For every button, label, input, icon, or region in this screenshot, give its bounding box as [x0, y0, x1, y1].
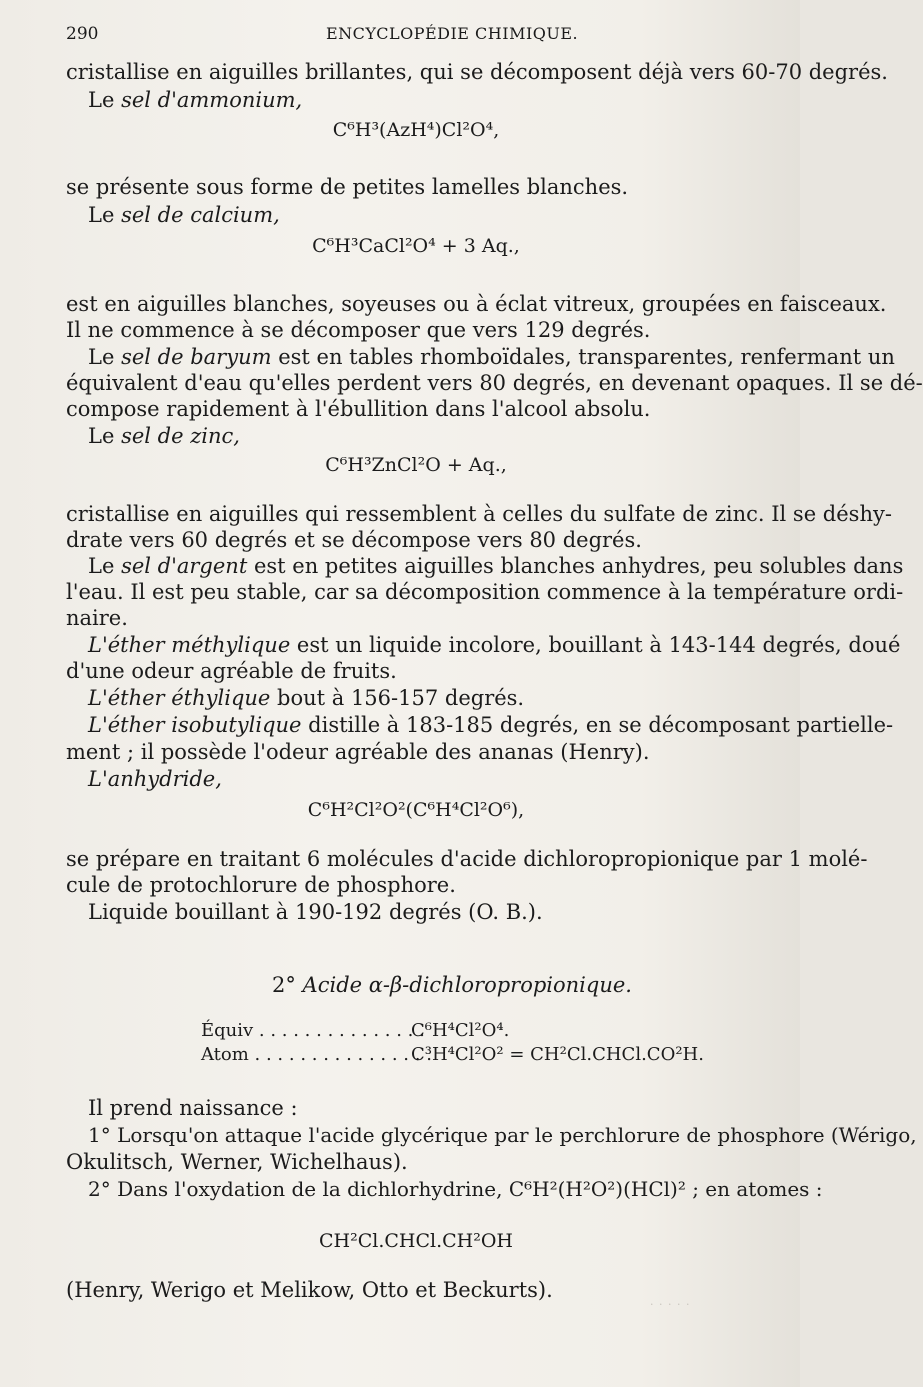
text-line: Okulitsch, Werner, Wichelhaus).: [66, 1150, 408, 1174]
equiv-label: Équiv . . . . . . . . . . . . . . .: [201, 1020, 425, 1041]
text-line: cristallise en aiguilles brillantes, qui se décomposent déjà vers 60-70 degrés.: [66, 60, 888, 84]
section-heading: 2° Acide α-β-dichloropropionique.: [272, 973, 632, 997]
text-line: cristallise en aiguilles qui ressemblent à celles du sulfate de zinc. Il se déshy-: [66, 502, 892, 526]
text-line: L'éther éthylique bout à 156-157 degrés.: [88, 686, 525, 710]
text-line: compose rapidement à l'ébullition dans l'alcool absolu.: [66, 397, 651, 421]
text-line: L'éther méthylique est un liquide incolore, bouillant à 143-144 degrés, doué: [88, 633, 901, 657]
page-number: 290: [66, 24, 99, 44]
page-header: [66, 22, 760, 52]
text-line: Le sel de zinc,: [88, 424, 240, 448]
text-line: L'anhydride,: [88, 767, 222, 791]
text-line: cule de protochlorure de phosphore.: [66, 873, 456, 897]
running-title: ENCYCLOPÉDIE CHIMIQUE.: [326, 24, 579, 43]
formula: C⁶H³ZnCl²O + Aq.,: [325, 454, 507, 476]
formula: CH²Cl.CHCl.CH²OH: [318, 1230, 513, 1252]
text-line: Le sel d'argent est en petites aiguilles blanches anhydres, peu solubles dans: [88, 554, 904, 578]
text-line: Le sel de calcium,: [88, 203, 280, 227]
text-line: Il prend naissance :: [88, 1096, 298, 1120]
text-line: 2° Dans l'oxydation de la dichlorhydrine, C⁶H²(H²O²)(HCl)² ; en atomes :: [88, 1177, 823, 1201]
text-line: d'une odeur agréable de fruits.: [66, 659, 397, 683]
text-line: 1° Lorsqu'on attaque l'acide glycérique par le perchlorure de phosphore (Wérigo,: [88, 1123, 917, 1147]
text-line: l'eau. Il est peu stable, car sa décomposition commence à la température ordi-: [66, 580, 904, 604]
atom-label: Atom . . . . . . . . . . . . . . . .: [201, 1044, 432, 1065]
text-line: est en aiguilles blanches, soyeuses ou à éclat vitreux, groupées en faisceaux.: [66, 292, 887, 316]
text-line: Le sel d'ammonium,: [88, 88, 303, 112]
text-line: ment ; il possède l'odeur agréable des ananas (Henry).: [66, 740, 650, 764]
text-line: Il ne commence à se décomposer que vers 129 degrés.: [66, 318, 651, 342]
text-line: Liquide bouillant à 190-192 degrés (O. B.).: [88, 900, 543, 924]
text-line: L'éther isobutylique distille à 183-185 degrés, en se décomposant partielle-: [88, 713, 894, 737]
library-stamp: · · · · ·: [650, 1298, 691, 1311]
formula: C⁶H²Cl²O²(C⁶H⁴Cl²O⁶),: [307, 799, 525, 821]
atom-value: C³H⁴Cl²O² = CH²Cl.CHCl.CO²H.: [411, 1044, 704, 1065]
text-line: se prépare en traitant 6 molécules d'acide dichloropropionique par 1 molé-: [66, 847, 868, 871]
text-line: (Henry, Werigo et Melikow, Otto et Beckurts).: [66, 1278, 553, 1302]
text-line: drate vers 60 degrés et se décompose vers 80 degrés.: [66, 528, 642, 552]
text-line: Le sel de baryum est en tables rhomboïdales, transparentes, renfermant un: [88, 345, 895, 369]
text-line: naire.: [66, 606, 128, 630]
text-line: équivalent d'eau qu'elles perdent vers 80 degrés, en devenant opaques. Il se dé-: [66, 371, 923, 395]
formula: C⁶H³CaCl²O⁴ + 3 Aq.,: [312, 235, 520, 257]
equiv-value: C⁶H⁴Cl²O⁴.: [411, 1020, 510, 1041]
text-line: se présente sous forme de petites lamelles blanches.: [66, 175, 629, 199]
formula: C⁶H³(AzH⁴)Cl²O⁴,: [332, 119, 500, 141]
